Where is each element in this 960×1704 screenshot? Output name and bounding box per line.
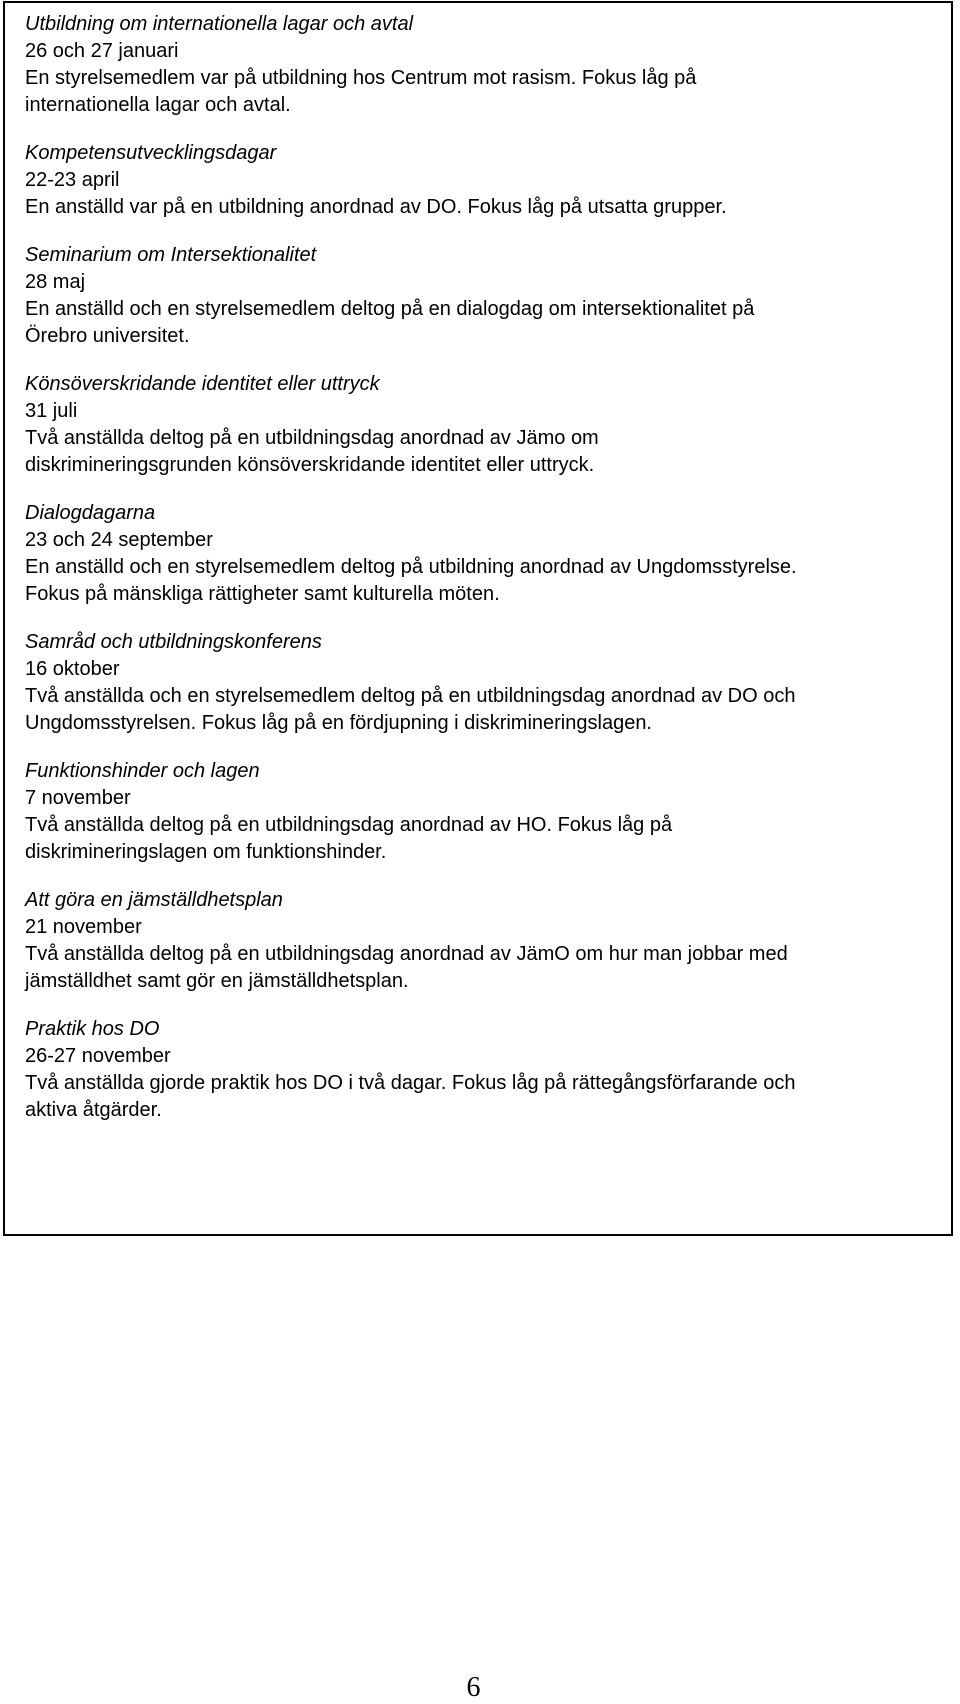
entry-text-line: En anställd och en styrelsemedlem deltog på en dialogdag om intersektionalitet på (25, 298, 755, 320)
entry-date: 31 juli (25, 400, 78, 422)
entry-title: Könsöverskridande identitet eller uttryck (25, 373, 380, 395)
entry-title: Samråd och utbildningskonferens (25, 631, 322, 653)
entry (25, 1016, 945, 1124)
entry-date: 26 och 27 januari (25, 40, 179, 62)
entry (25, 629, 945, 737)
entry-date: 22-23 april (25, 169, 120, 191)
entry-title: Utbildning om internationella lagar och avtal (25, 13, 414, 35)
content-box (3, 1, 953, 1236)
entry (25, 242, 945, 350)
entry-title: Seminarium om Intersektionalitet (25, 244, 317, 266)
entry-date: 26-27 november (25, 1045, 171, 1067)
entry-title: Praktik hos DO (25, 1018, 160, 1040)
page-number: 6 (466, 1672, 481, 1703)
entry (25, 887, 945, 995)
entry-text-line: En anställd var på en utbildning anordnad av DO. Fokus låg på utsatta grupper. (25, 196, 727, 218)
entry (25, 11, 945, 119)
entry-text-line: En styrelsemedlem var på utbildning hos Centrum mot rasism. Fokus låg på (25, 67, 697, 89)
entry-text-line: internationella lagar och avtal. (25, 94, 291, 116)
entry-text-line: aktiva åtgärder. (25, 1099, 162, 1121)
entry-text-line: Två anställda gjorde praktik hos DO i två dagar. Fokus låg på rättegångsförfarande och (25, 1072, 796, 1094)
entry-text-line: Örebro universitet. (25, 325, 190, 347)
entry-text-line: Två anställda deltog på en utbildningsdag anordnad av JämO om hur man jobbar med (25, 943, 788, 965)
entry-text-line: diskrimineringslagen om funktionshinder. (25, 841, 387, 863)
entry-text-line: Ungdomsstyrelsen. Fokus låg på en fördjupning i diskrimineringslagen. (25, 712, 652, 734)
entry-list (25, 11, 945, 1145)
entry-text-line: Två anställda deltog på en utbildningsdag anordnad av HO. Fokus låg på (25, 814, 673, 836)
entry-title: Dialogdagarna (25, 502, 156, 524)
entry-text-line: Två anställda och en styrelsemedlem deltog på en utbildningsdag anordnad av DO och (25, 685, 796, 707)
entry-date: 23 och 24 september (25, 529, 213, 551)
entry-date: 21 november (25, 916, 142, 938)
entry (25, 140, 945, 221)
entry-date: 28 maj (25, 271, 86, 293)
entry-title: Att göra en jämställdhetsplan (25, 889, 283, 911)
entry-text-line: diskrimineringsgrunden könsöverskridande identitet eller uttryck. (25, 454, 595, 476)
entry-date: 16 oktober (25, 658, 120, 680)
entry-text-line: Fokus på mänskliga rättigheter samt kulturella möten. (25, 583, 500, 605)
entry-text-line: jämställdhet samt gör en jämställdhetsplan. (25, 970, 409, 992)
entry-text-line: En anställd och en styrelsemedlem deltog på utbildning anordnad av Ungdomsstyrelse. (25, 556, 797, 578)
entry-date: 7 november (25, 787, 131, 809)
entry-title: Kompetensutvecklingsdagar (25, 142, 277, 164)
entry-text-line: Två anställda deltog på en utbildningsdag anordnad av Jämo om (25, 427, 599, 449)
entry-title: Funktionshinder och lagen (25, 760, 260, 782)
entry (25, 500, 945, 608)
entry (25, 371, 945, 479)
entry (25, 758, 945, 866)
